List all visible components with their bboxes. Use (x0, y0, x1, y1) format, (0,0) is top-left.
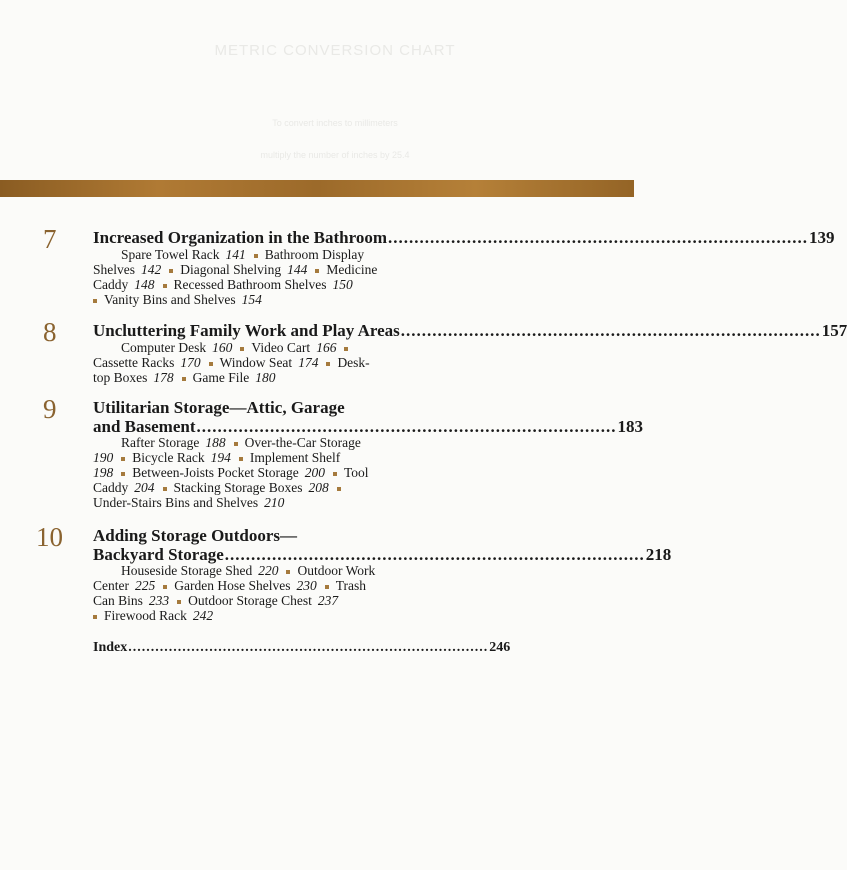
bullet-icon (325, 585, 329, 589)
bullet-icon (344, 347, 348, 351)
entry-name: Implement Shelf (249, 450, 341, 465)
entry-page: 237 (317, 593, 339, 608)
bullet-icon (209, 362, 213, 366)
entry-page: 142 (141, 262, 162, 277)
entry-name: Tool (343, 465, 369, 480)
bullet-icon (93, 299, 97, 303)
bullet-icon (234, 442, 238, 446)
chapter-title[interactable] (93, 228, 835, 247)
chapter-title-text: Backyard Storage (93, 545, 224, 564)
chapter-entries (93, 247, 433, 307)
bullet-icon (315, 269, 319, 273)
entry-page: 144 (287, 262, 308, 277)
entry-page: 148 (134, 277, 155, 292)
dot-leader: ................................................................................ (388, 228, 809, 247)
entry-name: Shelves (93, 262, 135, 277)
entry-page: 194 (210, 450, 231, 465)
bullet-icon (337, 487, 341, 491)
entry-page: 174 (298, 355, 319, 370)
entry-page: 210 (264, 495, 285, 510)
entry-page: 166 (316, 340, 337, 355)
chapter-entries (93, 435, 433, 510)
chapter-title[interactable] (93, 398, 643, 436)
entry-name: Video Cart (251, 340, 311, 355)
entry-name: Stacking Storage Boxes (173, 480, 303, 495)
decorative-gold-band (0, 180, 634, 197)
entry-name: Houseside Storage Shed (121, 563, 253, 578)
chapter-number: 9 (43, 394, 57, 424)
chapter-number: 7 (43, 224, 57, 254)
bullet-icon (169, 269, 173, 273)
chapter-page-number: 139 (809, 228, 835, 247)
chapter-title-text: and Basement (93, 417, 196, 436)
entry-name: Window Seat (219, 355, 293, 370)
entry-page: 208 (308, 480, 329, 495)
bullet-icon (254, 254, 258, 258)
entry-name: Over-the-Car Storage (244, 435, 361, 450)
index-entry[interactable] (93, 640, 511, 656)
index-page-number: 246 (489, 640, 511, 655)
entry-page: 200 (304, 465, 325, 480)
bullet-icon (163, 585, 167, 589)
entry-name: top Boxes (93, 370, 148, 385)
entry-page: 220 (258, 563, 279, 578)
faint-heading-bleedthrough: METRIC CONVERSION CHART (214, 42, 456, 59)
faint-line-bleedthrough: To convert inches to millimeters (272, 118, 398, 128)
entry-name: Firewood Rack (104, 608, 187, 623)
bullet-icon (240, 347, 244, 351)
bullet-icon (239, 457, 243, 461)
bullet-icon (163, 284, 167, 288)
entry-page: 198 (93, 465, 114, 480)
entry-name: Diagonal Shelving (180, 262, 282, 277)
entry-name: Caddy (93, 277, 129, 292)
bullet-icon (182, 377, 186, 381)
faint-line-bleedthrough: multiply the number of inches by 25.4 (260, 150, 410, 160)
entry-page: 178 (153, 370, 174, 385)
entry-name: Center (93, 578, 129, 593)
entry-name: Outdoor Work (297, 563, 376, 578)
chapter-title-text: Utilitarian Storage—Attic, Garage (93, 398, 345, 417)
entry-name: Game File (192, 370, 250, 385)
entry-name: Spare Towel Rack (121, 247, 220, 262)
dot-leader: ................................................................................ (400, 321, 821, 340)
entry-name: Desk- (337, 355, 370, 370)
bullet-icon (286, 570, 290, 574)
bullet-icon (326, 362, 330, 366)
entry-page: 150 (332, 277, 353, 292)
entry-name: Bathroom Display (264, 247, 365, 262)
chapter-title[interactable] (93, 321, 847, 340)
chapter-title-text: Increased Organization in the Bathroom (93, 228, 388, 247)
chapter-page-number: 218 (645, 545, 672, 564)
entry-page: 230 (296, 578, 317, 593)
chapter-number: 10 (36, 522, 63, 552)
chapter-title-text: Uncluttering Family Work and Play Areas (93, 321, 400, 340)
index-label: Index (93, 640, 128, 655)
entry-name: Recessed Bathroom Shelves (173, 277, 327, 292)
entry-name: Under-Stairs Bins and Shelves (93, 495, 259, 510)
entry-name: Vanity Bins and Shelves (104, 292, 236, 307)
dot-leader: ................................................................................ (224, 545, 645, 564)
bullet-icon (93, 615, 97, 619)
bullet-icon (121, 457, 125, 461)
entry-name: Cassette Racks (93, 355, 175, 370)
chapter-title-text: Adding Storage Outdoors— (93, 526, 298, 545)
dot-leader: ................................................................................ (196, 417, 617, 436)
entry-name: Can Bins (93, 593, 143, 608)
chapter-number: 8 (43, 317, 57, 347)
chapter-entries (93, 563, 433, 623)
bullet-icon (177, 600, 181, 604)
entry-page: 242 (192, 608, 214, 623)
entry-page: 233 (148, 593, 170, 608)
entry-name: Bicycle Rack (132, 450, 205, 465)
entry-name: Rafter Storage (121, 435, 200, 450)
entry-page: 160 (212, 340, 233, 355)
entry-page: 190 (93, 450, 114, 465)
entry-name: Garden Hose Shelves (174, 578, 291, 593)
entry-name: Outdoor Storage Chest (188, 593, 312, 608)
bullet-icon (163, 487, 167, 491)
entry-name: Computer Desk (121, 340, 207, 355)
entry-name: Caddy (93, 480, 129, 495)
chapter-page-number: 183 (617, 417, 643, 436)
dot-leader: ................................................................................ (128, 640, 489, 655)
entry-page: 225 (135, 578, 156, 593)
entry-page: 180 (255, 370, 276, 385)
bullet-icon (333, 472, 337, 476)
chapter-entries (93, 340, 433, 385)
entry-page: 141 (225, 247, 246, 262)
entry-name: Medicine (326, 262, 378, 277)
entry-page: 154 (241, 292, 262, 307)
entry-page: 188 (205, 435, 226, 450)
chapter-page-number: 157 (821, 321, 847, 340)
entry-name: Between-Joists Pocket Storage (132, 465, 299, 480)
chapter-title[interactable] (93, 526, 672, 564)
entry-page: 204 (134, 480, 155, 495)
bullet-icon (121, 472, 125, 476)
entry-page: 170 (180, 355, 201, 370)
entry-name: Trash (335, 578, 366, 593)
